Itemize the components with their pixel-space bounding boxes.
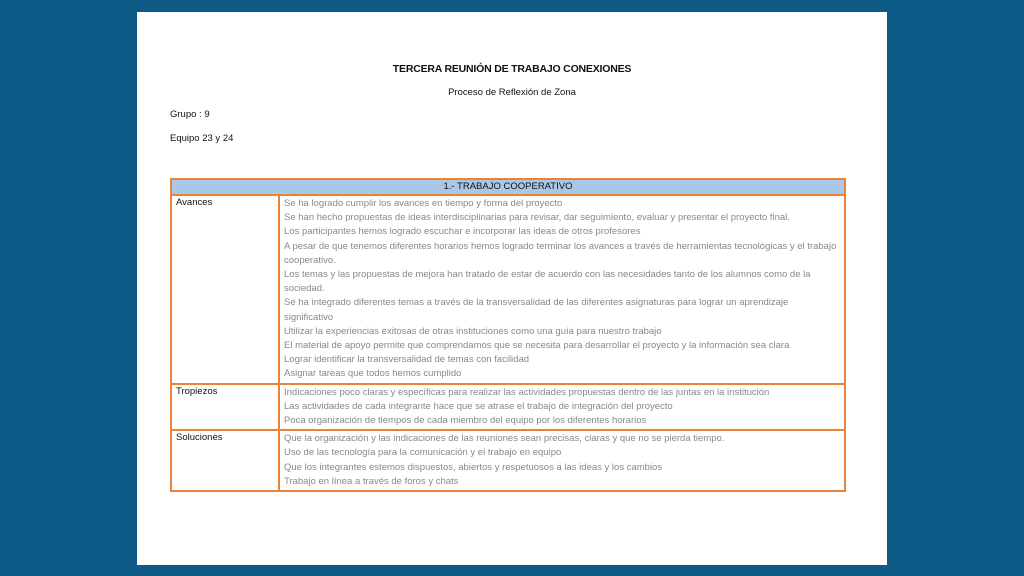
equipo-label: Equipo 23 y 24 [170,133,234,144]
row-content-soluciones [279,430,845,491]
row-label-tropiezos: Tropiezos [171,384,279,431]
document-page [137,12,887,565]
list-item: Los temas y las propuestas de mejora han tratado de estar de acuerdo con las necesidades tanto de los alumnos como de la sociedad. [284,269,811,295]
list-item: Asignar tareas que todos hemos cumplido [284,368,462,380]
table-header-row [171,179,845,195]
list-item: El material de apoyo permite que comprendamos que se necesita para desarrollar el proyecto y la información sea clara [284,340,790,352]
table-row-tropiezos [171,384,845,431]
list-item: Se han hecho propuestas de ideas interdisciplinarias para revisar, dar seguimiento, evaluar y presentar el proyecto final. [284,212,790,224]
list-item: Se ha logrado cumplir los avances en tiempo y forma del proyecto [284,198,563,209]
document-subtitle: Proceso de Reflexión de Zona [448,87,576,98]
list-item: Las actividades de cada integrante hace que se atrase el trabajo de integración del proyecto [284,400,673,412]
list-item: Los participantes hemos logrado escuchar e incorporar las ideas de otros profesores [284,226,641,238]
table-header: 1.- TRABAJO COOPERATIVO [171,179,845,195]
list-item: A pesar de que tenemos diferentes horarios hemos logrado terminar los avances a través de herramientas tecnológicas y el trabajo cooperativo. [284,240,837,266]
table-row-soluciones [171,430,845,491]
table-row-avances [171,195,845,384]
list-item: Trabajo en línea a través de foros y chats [284,475,459,487]
list-item: Que la organización y las indicaciones de las reuniones sean precisas, claras y que no se pierda tiempo. [284,433,725,445]
cooperative-work-table [170,178,846,492]
list-item: Utilizar la experiencias exitosas de otras instituciones como una guía para nuestro trabajo [284,325,662,337]
grupo-label: Grupo : 9 [170,109,210,120]
row-label-soluciones: Soluciones [171,430,279,491]
row-content-tropiezos [279,384,845,431]
row-label-avances: Avances [171,195,279,384]
list-item: Uso de las tecnología para la comunicación y el trabajo en equipo [284,447,562,459]
document-title: TERCERA REUNIÓN DE TRABAJO CONEXIONES [392,63,632,75]
list-item: Que los integrantes estemos dispuestos, abiertos y respetuosos a las ideas y los cambios [284,461,663,473]
list-item: Poca organización de tiempos de cada miembro del equipo por los diferentes horarios [284,415,647,427]
list-item: Lograr identificar la transversalidad de temas con facilidad [284,354,530,366]
list-item: Se ha integrado diferentes temas a través de la transversalidad de las diferentes asignaturas para lograr un aprendizaje significativo [284,297,789,323]
list-item: Indicaciones poco claras y específicas para realizar las actividades propuestas dentro de las juntas en la institución [284,386,770,398]
row-content-avances [279,195,845,384]
